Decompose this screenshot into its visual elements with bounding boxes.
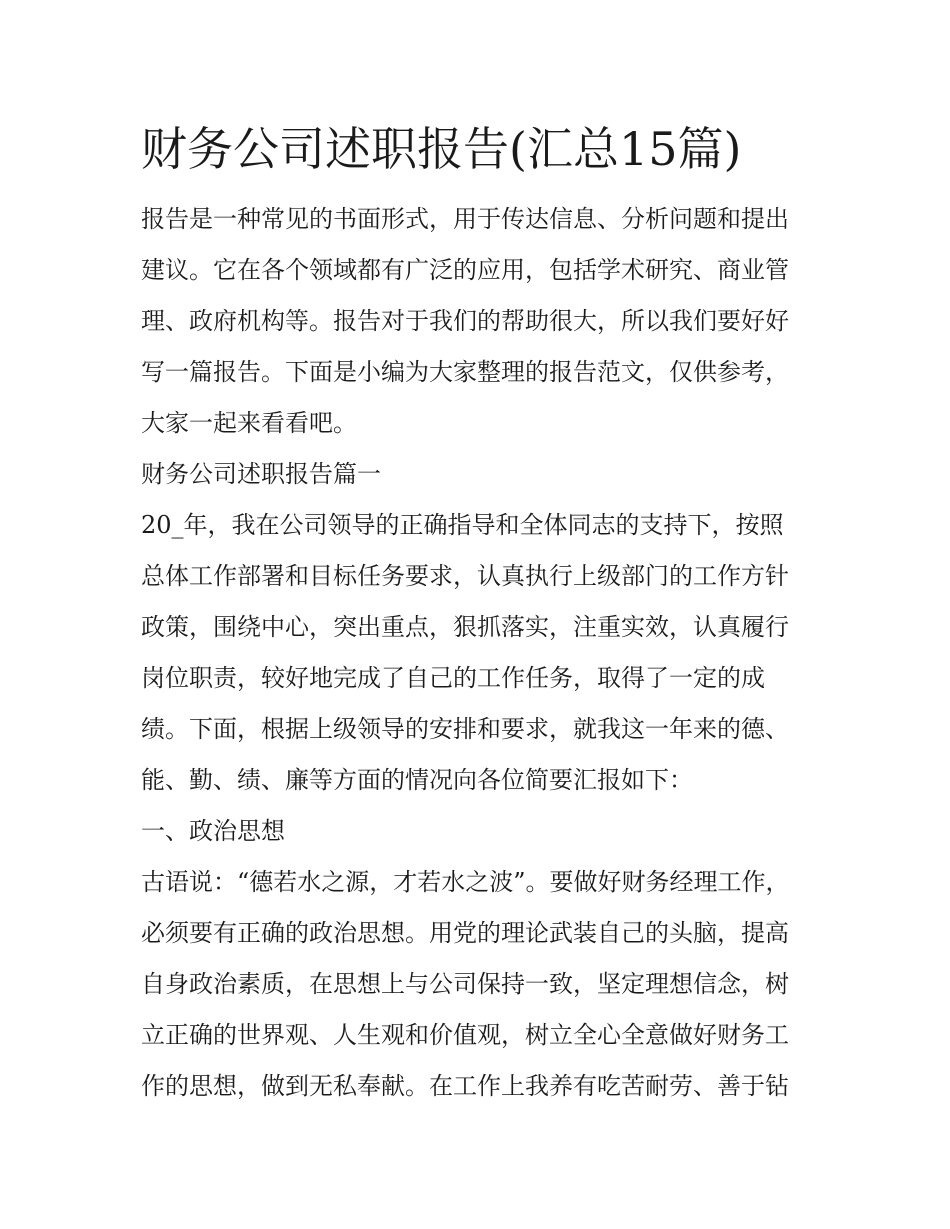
text-line: 20_年，我在公司领导的正确指导和全体同志的支持下，按照	[141, 511, 784, 539]
text-line: 立正确的世界观、人生观和价值观，树立全心全意做好财务工	[141, 1021, 789, 1049]
text-line: 写一篇报告。下面是小编为大家整理的报告范文，仅供参考，	[141, 358, 789, 386]
text-line: 能、勤、绩、廉等方面的情况向各位简要汇报如下：	[141, 766, 693, 794]
document-page	[141, 118, 821, 1112]
text-line: 政策，围绕中心，突出重点，狠抓落实，注重实效，认真履行	[141, 613, 789, 641]
text-line: 绩。下面，根据上级领导的安排和要求，就我这一年来的德、	[141, 715, 789, 743]
text-line: 报告是一种常见的书面形式，用于传达信息、分析问题和提出	[141, 205, 789, 233]
text-line: 建议。它在各个领域都有广泛的应用，包括学术研究、商业管	[141, 256, 789, 284]
text-line: 作的思想，做到无私奉献。在工作上我养有吃苦耐劳、善于钻	[141, 1072, 789, 1100]
intro-paragraph	[141, 194, 821, 449]
text-line: 自身政治素质，在思想上与公司保持一致，坚定理想信念，树	[141, 970, 789, 998]
text-line: 理、政府机构等。报告对于我们的帮助很大，所以我们要好好	[141, 307, 789, 335]
text-line: 总体工作部署和目标任务要求，认真执行上级部门的工作方针	[141, 562, 789, 590]
text-line: 必须要有正确的政治思想。用党的理论武装自己的头脑，提高	[141, 919, 789, 947]
text-line: 岗位职责，较好地完成了自己的工作任务，取得了一定的成	[141, 664, 765, 692]
body-paragraph-2	[141, 857, 821, 1112]
text-line: 古语说：“德若水之源，才若水之波”。要做好财务经理工作，	[141, 868, 790, 896]
document-title: 财务公司述职报告(汇总15篇)	[141, 122, 742, 176]
subheading: 一、政治思想	[141, 817, 285, 845]
body-paragraph	[141, 500, 821, 806]
section-heading: 财务公司述职报告篇一	[141, 460, 381, 488]
text-line: 大家一起来看看吧。	[141, 409, 357, 437]
